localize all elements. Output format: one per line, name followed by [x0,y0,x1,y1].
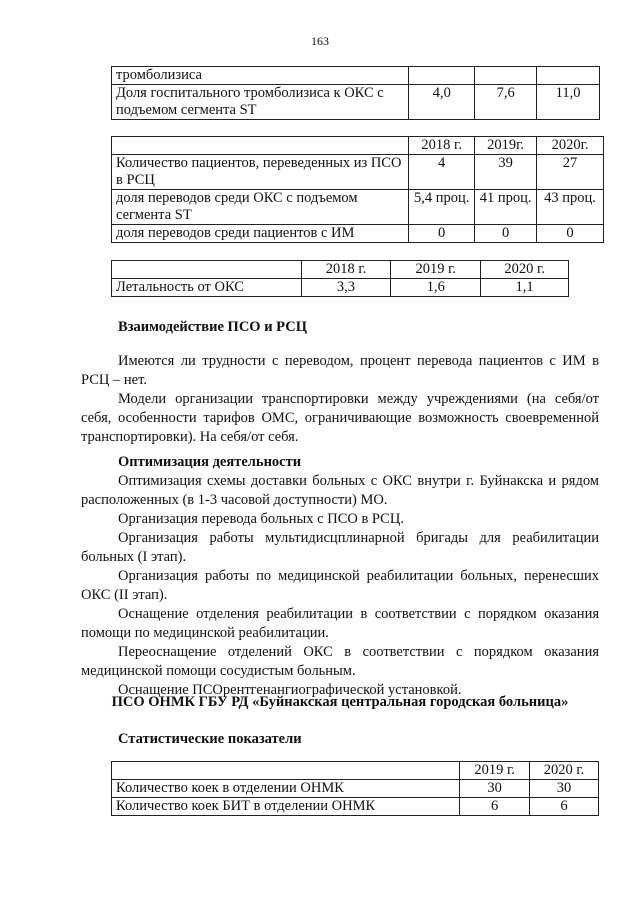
header-cell: 2019г. [475,137,537,155]
paragraph: Переоснащение отделений ОКС в соответствии с порядком оказания медицинской помощи сосудистым больным. [81,644,599,679]
table-row [112,798,599,816]
row-label: доля переводов среди ОКС с подъемом сегмента ST [112,190,409,225]
cell-value: 1,6 [391,279,481,297]
header-cell [112,137,409,155]
section-title: ПСО ОНМК ГБУ РД «Буйнакская центральная городская больница» [111,694,569,710]
row-label: Летальность от ОКС [112,279,302,297]
header-cell: 2020г. [537,137,604,155]
cell-value: 4 [409,155,475,190]
paragraph: Оснащение ПСОрентгенангиографической установкой. [118,682,462,698]
cell-value: 30 [530,780,599,798]
header-cell: 2019 г. [460,762,530,780]
header-cell: 2020 г. [481,261,569,279]
cell-value [409,67,475,85]
cell-value: 11,0 [537,85,600,120]
paragraph: Организация перевода больных с ПСО в РСЦ. [118,511,404,527]
transfers-table [111,136,604,243]
table-header-row [112,261,569,279]
cell-value: 4,0 [409,85,475,120]
row-label: Количество пациентов, переведенных из ПСО в РСЦ [112,155,409,190]
section-heading: Оптимизация деятельности [118,454,302,470]
thrombolysis-table [111,66,600,120]
paragraph: Оптимизация схемы доставки больных с ОКС внутри г. Буйнакска и рядом расположенных (в 1-3 часовой доступности) МО. [81,473,599,508]
header-cell [112,261,302,279]
header-cell: 2018 г. [301,261,391,279]
row-label: тромболизиса [112,67,409,85]
section-optimization [81,453,599,700]
row-label: Количество коек в отделении ОНМК [112,780,460,798]
section-hospital [81,693,599,749]
page-number: 163 [311,34,329,48]
cell-value: 5,4 проц. [409,190,475,225]
table-row [112,85,600,120]
paragraph: Имеются ли трудности с переводом, процент перевода пациентов с ИМ в РСЦ – нет. [81,353,599,388]
table-row [112,155,604,190]
table-header-row [112,137,604,155]
table-row [112,780,599,798]
paragraph: Модели организации транспортировки между учреждениями (на себя/от себя, особенности тарифов ОМС, ограничивающие возможность своевременной транспортировки). На себя/от себя. [81,391,599,445]
row-label: Количество коек БИТ в отделении ОНМК [112,798,460,816]
cell-value: 1,1 [481,279,569,297]
header-cell: 2018 г. [409,137,475,155]
table-header-row [112,762,599,780]
header-cell: 2020 г. [530,762,599,780]
section-heading: Взаимодействие ПСО и РСЦ [118,319,307,335]
cell-value: 41 проц. [475,190,537,225]
cell-value: 6 [530,798,599,816]
cell-value [537,67,600,85]
header-cell: 2019 г. [391,261,481,279]
section-subheading: Статистические показатели [118,731,302,747]
table-row [112,279,569,297]
table-row [112,225,604,243]
cell-value: 27 [537,155,604,190]
cell-value: 39 [475,155,537,190]
row-label: Доля госпитального тромболизиса к ОКС с подъемом сегмента ST [112,85,409,120]
cell-value: 7,6 [475,85,537,120]
cell-value [475,67,537,85]
table-row [112,190,604,225]
table-row [112,67,600,85]
beds-table [111,761,599,816]
paragraph: Организация работы мультидисцплинарной бригады для реабилитации больных (I этап). [81,530,599,565]
cell-value: 0 [409,225,475,243]
paragraph: Оснащение отделения реабилитации в соответствии с порядком оказания помощи по медицинской реабилитации. [81,606,599,641]
row-label: доля переводов среди пациентов с ИМ [112,225,409,243]
cell-value: 3,3 [301,279,391,297]
header-cell [112,762,460,780]
cell-value: 0 [537,225,604,243]
paragraph: Организация работы по медицинской реабилитации больных, перенесших ОКС (II этап). [81,568,599,603]
cell-value: 6 [460,798,530,816]
mortality-table [111,260,569,297]
section-interaction [81,318,599,447]
cell-value: 43 проц. [537,190,604,225]
cell-value: 30 [460,780,530,798]
cell-value: 0 [475,225,537,243]
